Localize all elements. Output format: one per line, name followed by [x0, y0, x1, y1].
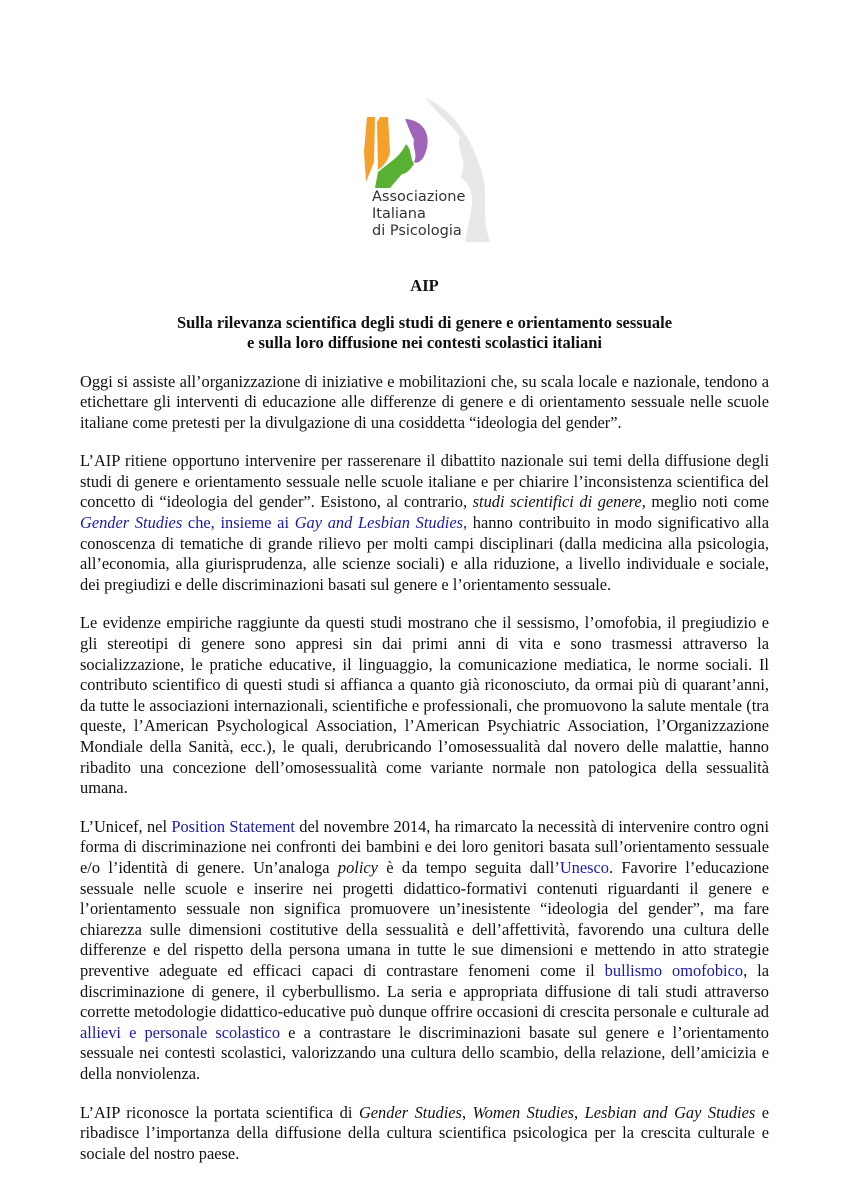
italic-text: Lesbian and Gay Studies	[584, 1102, 756, 1122]
paragraph-text: L’AIP riconosce la portata scientifica di	[80, 1102, 359, 1122]
paragraph-text: è da tempo seguita dall’	[377, 857, 560, 877]
paragraph-text: L’AIP ritiene opportuno intervenire per rasserenare il dibattito nazionale sui temi della diffusione degli studi di genere e orientamento sessuale nelle scuole italiane e per chiarire l’inconsistenza scientifica del concetto di “ideologia del gender”. Esistono, al contrario,	[80, 451, 769, 512]
document-title: AIP	[410, 276, 439, 295]
paragraph-text: e a contrastare le discriminazioni basate sul genere e l’orientamento sessuale nei contesti scolastici, valorizzando una cultura dello scambio, della relazione, dell’amicizia e della nonviolenza.	[80, 1022, 770, 1083]
logo-line: Italiana	[372, 206, 426, 222]
subtitle-line: Sulla rilevanza scientifica degli studi di genere e orientamento sessuale	[176, 312, 673, 332]
paragraph-text: ,	[574, 1102, 585, 1122]
inline-link[interactable]: ,	[462, 513, 468, 533]
italic-text: Gender Studies	[358, 1102, 462, 1122]
paragraph-text: L’Unicef, nel	[80, 816, 172, 836]
inline-link[interactable]: Position Statement	[171, 816, 295, 836]
document-subtitle	[80, 313, 769, 354]
logo-text	[372, 189, 465, 240]
aip-logo	[330, 92, 500, 252]
paragraph-intro	[80, 372, 769, 434]
logo-line: di Psicologia	[372, 223, 462, 239]
paragraph-text: Le evidenze empiriche raggiunte da questi studi mostrano che il sessismo, l’omofobia, il pregiudizio e gli stereotipi di genere sono appresi sin dai primi anni di vita e sono trasmessi attraverso la socializzazione, le pratiche educative, il linguaggio, la comunicazione mediatica, le norme sociali. Il contributo scientifico di questi studi si affianca a quanto già riconosciuto, da ormai più di quarant’anni, da tutte le associazioni internazionali, scientifiche e professionali, che promuovono la salute mentale (tra queste, l’American Psychological Association, l’American Psychiatric Association, l’Organizzazione Mondiale della Sanità, ecc.), le quali, derubricando l’omosessualità dal novero delle malattie, hanno ribadito una concezione dell’omosessualità come variante normale non patologica della sessualità umana.	[80, 613, 769, 798]
italic-text: Women Studies	[472, 1102, 575, 1122]
paragraph-conclusion	[80, 1103, 769, 1165]
italic-text: studi scientifici di genere	[472, 492, 642, 512]
paragraph-empirical-evidence	[80, 613, 769, 798]
paragraph-text: . Favorire l’educazione sessuale nelle scuole e inserire nei progetti didattico-formativi contenuti riguardanti il genere e l’orientamento sessuale non significa promuovere un’inesistente “ideologia del gender”, ma fare chiarezza sulle dimensioni costitutive della sessualità e dell’affettività, favorendo una cultura delle differenze e del rispetto della persona umana in tutte le sue dimensioni e mettendo in atto strategie preventive adeguate ed efficaci capaci di contrastare fenomeni come il	[80, 857, 770, 980]
inline-link[interactable]: Gay and Lesbian Studies	[294, 513, 463, 533]
paragraph-unicef	[80, 817, 769, 1085]
inline-link[interactable]: Unesco	[559, 857, 609, 877]
paragraph-text: ,	[461, 1102, 473, 1122]
inline-link[interactable]: che, insieme ai	[182, 513, 295, 533]
paragraph-text: , meglio noti come	[641, 492, 769, 512]
paragraph-text: , la discriminazione di genere, il cyberbullismo. La seria e appropriata diffusione di tali studi attraverso corrette metodologie didattico-educative può dunque offrire occasioni di crescita personale e culturale ad	[80, 960, 769, 1022]
inline-link[interactable]: allievi e personale scolastico	[80, 1022, 281, 1042]
subtitle-line: e sulla loro diffusione nei contesti scolastici italiani	[247, 333, 602, 352]
logo-line: Associazione	[372, 189, 466, 205]
paragraph-text: hanno contribuito in modo significativo alla conoscenza di tematiche di grande rilievo per molti campi disciplinari (dalla medicina alla psicologia, all’economia, alla giurisprudenza, alle scienze sociali) e alla riduzione, a livello individuale e sociale, dei pregiudizi e delle discriminazioni basati sul genere e l’orientamento sessuale.	[80, 513, 769, 594]
paragraph-text: del novembre 2014, ha rimarcato la necessità di intervenire contro ogni forma di discriminazione nei confronti dei bambini e dei loro genitori basata sull’orientamento sessuale e/o l’identità di genere. Un’analoga	[80, 816, 769, 877]
inline-link[interactable]: bullismo omofobico	[604, 960, 744, 980]
paragraph-text: e ribadisce l’importanza della diffusione della cultura scientifica psicologica per la crescita culturale e sociale del nostro paese.	[80, 1102, 770, 1163]
italic-text: policy	[337, 857, 378, 877]
inline-link[interactable]: Gender Studies	[80, 513, 183, 533]
paragraph-text: Oggi si assiste all’organizzazione di iniziative e mobilitazioni che, su scala locale e nazionale, tendono a etichettare gli interventi di educazione alle differenze di genere e di orientamento sessuale nelle scuole italiane come pretesti per la divulgazione di una cosiddetta “ideologia del gender”.	[80, 371, 769, 432]
paragraph-aip-position	[80, 451, 769, 595]
